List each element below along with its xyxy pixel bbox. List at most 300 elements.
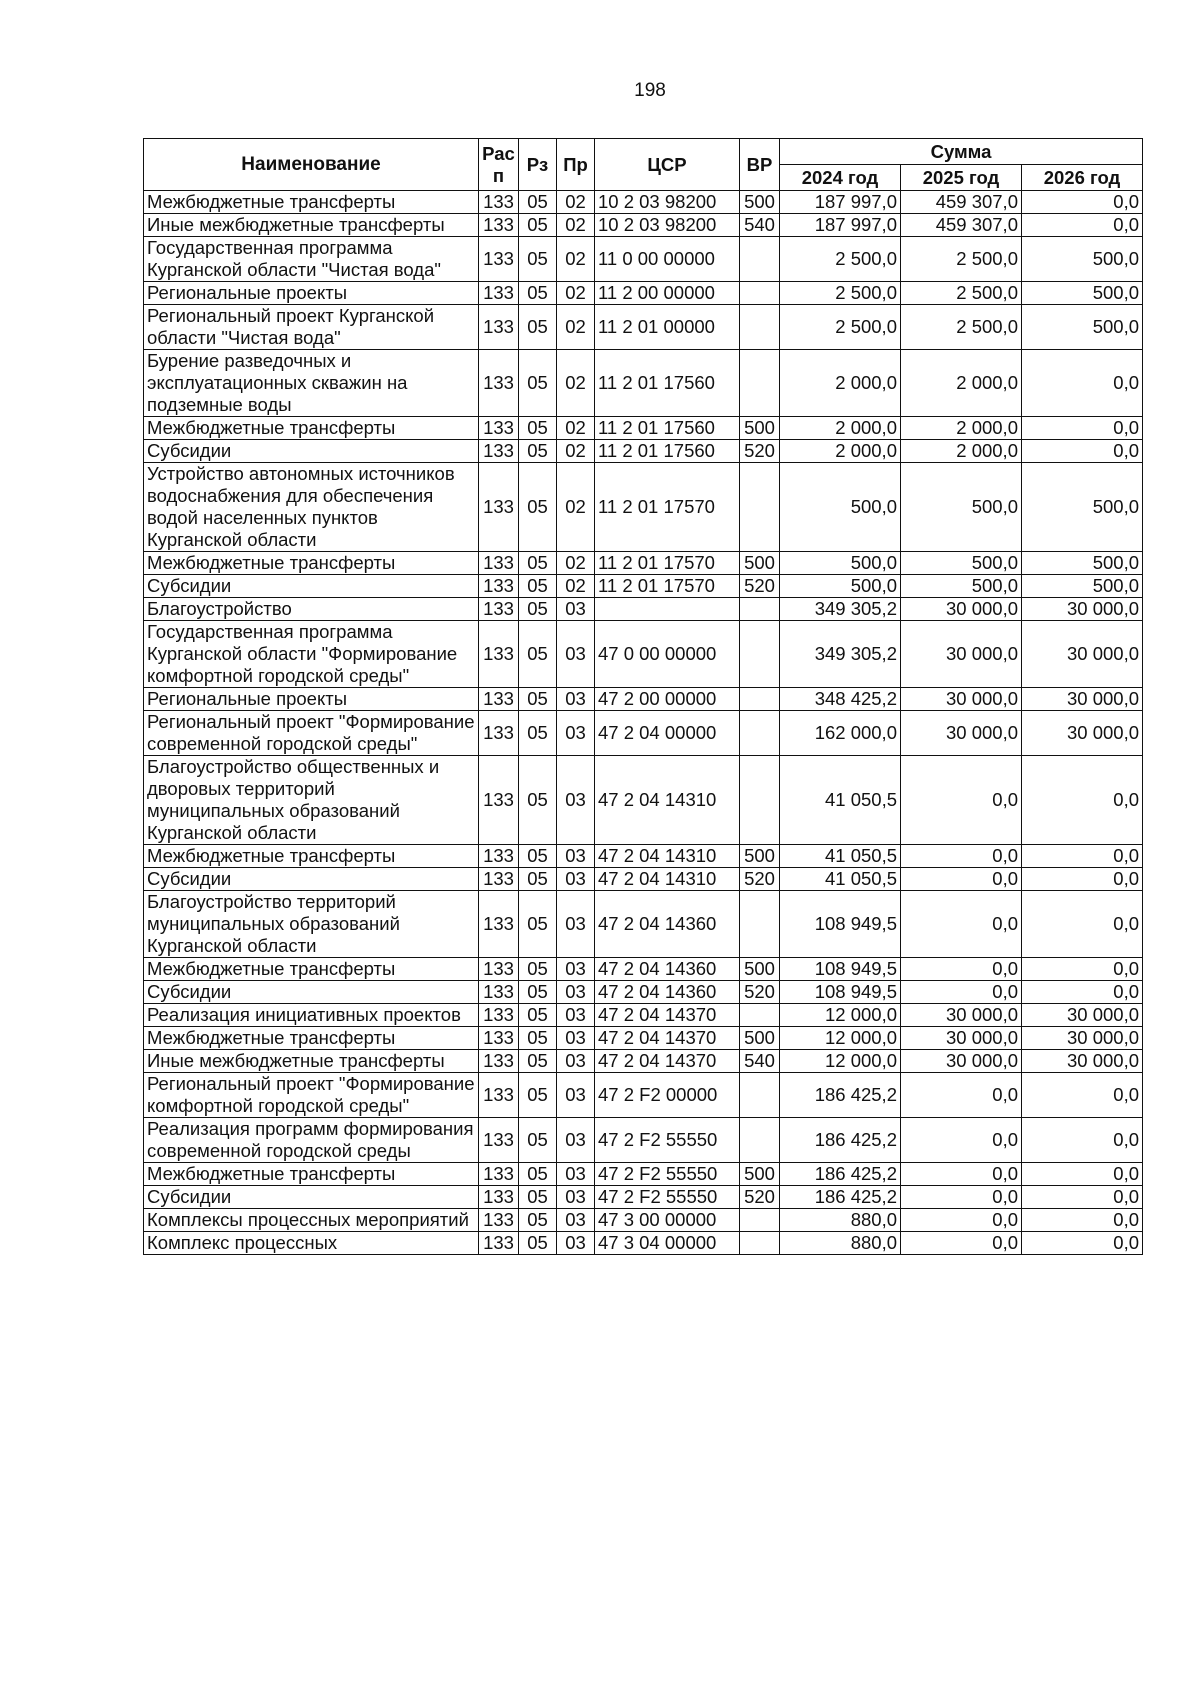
cell-name: Межбюджетные трансферты bbox=[144, 845, 479, 868]
cell-name: Комплекс процессных bbox=[144, 1232, 479, 1255]
cell-pr: 03 bbox=[557, 598, 595, 621]
cell-csr: 11 0 00 00000 bbox=[595, 237, 740, 282]
cell-2025: 0,0 bbox=[901, 845, 1022, 868]
cell-2024: 2 500,0 bbox=[780, 305, 901, 350]
cell-rasp: 133 bbox=[479, 756, 519, 845]
cell-name: Региональный проект Курганской области "Чистая вода" bbox=[144, 305, 479, 350]
cell-2024: 880,0 bbox=[780, 1209, 901, 1232]
cell-vr bbox=[740, 1118, 780, 1163]
cell-rz: 05 bbox=[519, 1186, 557, 1209]
cell-pr: 03 bbox=[557, 1050, 595, 1073]
cell-2026: 30 000,0 bbox=[1022, 621, 1143, 688]
cell-2024: 186 425,2 bbox=[780, 1073, 901, 1118]
cell-2025: 2 000,0 bbox=[901, 440, 1022, 463]
cell-name: Региональные проекты bbox=[144, 282, 479, 305]
table-row bbox=[144, 598, 1143, 621]
cell-2026: 0,0 bbox=[1022, 868, 1143, 891]
cell-vr: 520 bbox=[740, 1186, 780, 1209]
cell-2025: 30 000,0 bbox=[901, 688, 1022, 711]
cell-rz: 05 bbox=[519, 350, 557, 417]
cell-2025: 2 000,0 bbox=[901, 350, 1022, 417]
budget-table bbox=[143, 138, 1143, 1255]
table-row bbox=[144, 214, 1143, 237]
cell-csr: 47 2 F2 55550 bbox=[595, 1163, 740, 1186]
cell-csr: 11 2 01 17560 bbox=[595, 440, 740, 463]
table-row bbox=[144, 868, 1143, 891]
cell-rz: 05 bbox=[519, 305, 557, 350]
cell-rasp: 133 bbox=[479, 575, 519, 598]
cell-rz: 05 bbox=[519, 1118, 557, 1163]
cell-2026: 0,0 bbox=[1022, 417, 1143, 440]
cell-2025: 2 500,0 bbox=[901, 305, 1022, 350]
cell-2024: 108 949,5 bbox=[780, 981, 901, 1004]
cell-2026: 0,0 bbox=[1022, 1073, 1143, 1118]
cell-pr: 03 bbox=[557, 1209, 595, 1232]
cell-rz: 05 bbox=[519, 1232, 557, 1255]
cell-pr: 02 bbox=[557, 417, 595, 440]
cell-2024: 349 305,2 bbox=[780, 598, 901, 621]
cell-pr: 02 bbox=[557, 282, 595, 305]
cell-name: Благоустройство общественных и дворовых территорий муниципальных образований Курганской области bbox=[144, 756, 479, 845]
cell-2024: 349 305,2 bbox=[780, 621, 901, 688]
cell-2025: 459 307,0 bbox=[901, 214, 1022, 237]
cell-2024: 880,0 bbox=[780, 1232, 901, 1255]
cell-pr: 03 bbox=[557, 688, 595, 711]
cell-2025: 0,0 bbox=[901, 756, 1022, 845]
cell-2026: 30 000,0 bbox=[1022, 1027, 1143, 1050]
cell-csr: 10 2 03 98200 bbox=[595, 191, 740, 214]
table-row bbox=[144, 981, 1143, 1004]
cell-rz: 05 bbox=[519, 282, 557, 305]
cell-pr: 02 bbox=[557, 191, 595, 214]
table-row bbox=[144, 1004, 1143, 1027]
table-row bbox=[144, 191, 1143, 214]
cell-2025: 2 000,0 bbox=[901, 417, 1022, 440]
cell-rz: 05 bbox=[519, 845, 557, 868]
cell-csr: 11 2 01 17570 bbox=[595, 552, 740, 575]
cell-vr bbox=[740, 688, 780, 711]
cell-2024: 500,0 bbox=[780, 463, 901, 552]
table-row bbox=[144, 1163, 1143, 1186]
cell-2026: 0,0 bbox=[1022, 440, 1143, 463]
cell-rasp: 133 bbox=[479, 237, 519, 282]
table-row bbox=[144, 958, 1143, 981]
table-row bbox=[144, 891, 1143, 958]
cell-pr: 02 bbox=[557, 552, 595, 575]
cell-pr: 03 bbox=[557, 756, 595, 845]
cell-pr: 03 bbox=[557, 621, 595, 688]
header-sum: Сумма bbox=[780, 139, 1143, 165]
cell-pr: 03 bbox=[557, 891, 595, 958]
cell-rasp: 133 bbox=[479, 891, 519, 958]
cell-2026: 0,0 bbox=[1022, 845, 1143, 868]
table-row bbox=[144, 463, 1143, 552]
cell-vr: 500 bbox=[740, 191, 780, 214]
table-header bbox=[144, 139, 1143, 191]
cell-rasp: 133 bbox=[479, 191, 519, 214]
cell-2024: 2 000,0 bbox=[780, 417, 901, 440]
cell-2025: 30 000,0 bbox=[901, 1027, 1022, 1050]
cell-rz: 05 bbox=[519, 868, 557, 891]
cell-rasp: 133 bbox=[479, 981, 519, 1004]
table-row bbox=[144, 282, 1143, 305]
cell-2025: 2 500,0 bbox=[901, 237, 1022, 282]
cell-2026: 0,0 bbox=[1022, 1118, 1143, 1163]
table-row bbox=[144, 440, 1143, 463]
cell-rz: 05 bbox=[519, 688, 557, 711]
header-year-2026: 2026 год bbox=[1022, 165, 1143, 191]
table-row bbox=[144, 845, 1143, 868]
cell-2025: 459 307,0 bbox=[901, 191, 1022, 214]
cell-rz: 05 bbox=[519, 598, 557, 621]
cell-name: Субсидии bbox=[144, 440, 479, 463]
table-row bbox=[144, 756, 1143, 845]
cell-rz: 05 bbox=[519, 1073, 557, 1118]
cell-pr: 02 bbox=[557, 463, 595, 552]
cell-2026: 0,0 bbox=[1022, 958, 1143, 981]
cell-2025: 500,0 bbox=[901, 552, 1022, 575]
cell-csr: 11 2 01 00000 bbox=[595, 305, 740, 350]
cell-2025: 30 000,0 bbox=[901, 1050, 1022, 1073]
cell-2025: 0,0 bbox=[901, 958, 1022, 981]
cell-name: Региональный проект "Формирование современной городской среды" bbox=[144, 711, 479, 756]
cell-2026: 30 000,0 bbox=[1022, 1050, 1143, 1073]
cell-rz: 05 bbox=[519, 191, 557, 214]
table-row bbox=[144, 1027, 1143, 1050]
cell-name: Реализация программ формирования современной городской среды bbox=[144, 1118, 479, 1163]
header-year-2025: 2025 год bbox=[901, 165, 1022, 191]
cell-rz: 05 bbox=[519, 440, 557, 463]
cell-rasp: 133 bbox=[479, 463, 519, 552]
cell-rz: 05 bbox=[519, 214, 557, 237]
cell-2025: 0,0 bbox=[901, 1209, 1022, 1232]
cell-csr: 47 2 04 14360 bbox=[595, 891, 740, 958]
cell-vr: 520 bbox=[740, 575, 780, 598]
cell-rz: 05 bbox=[519, 1209, 557, 1232]
cell-2025: 0,0 bbox=[901, 891, 1022, 958]
cell-vr bbox=[740, 1232, 780, 1255]
cell-name: Комплексы процессных мероприятий bbox=[144, 1209, 479, 1232]
cell-2026: 30 000,0 bbox=[1022, 598, 1143, 621]
cell-2024: 41 050,5 bbox=[780, 868, 901, 891]
cell-rasp: 133 bbox=[479, 845, 519, 868]
cell-pr: 03 bbox=[557, 981, 595, 1004]
cell-rasp: 133 bbox=[479, 1050, 519, 1073]
cell-2026: 0,0 bbox=[1022, 191, 1143, 214]
cell-2026: 0,0 bbox=[1022, 1186, 1143, 1209]
cell-csr: 11 2 01 17560 bbox=[595, 350, 740, 417]
cell-vr bbox=[740, 891, 780, 958]
cell-2025: 0,0 bbox=[901, 1073, 1022, 1118]
table-row bbox=[144, 350, 1143, 417]
cell-csr: 47 2 04 14370 bbox=[595, 1027, 740, 1050]
cell-vr: 500 bbox=[740, 417, 780, 440]
cell-2026: 0,0 bbox=[1022, 350, 1143, 417]
cell-rz: 05 bbox=[519, 891, 557, 958]
cell-2026: 0,0 bbox=[1022, 1163, 1143, 1186]
cell-2025: 30 000,0 bbox=[901, 1004, 1022, 1027]
cell-name: Субсидии bbox=[144, 575, 479, 598]
cell-2026: 0,0 bbox=[1022, 756, 1143, 845]
cell-2026: 30 000,0 bbox=[1022, 688, 1143, 711]
page-number: 198 bbox=[634, 80, 666, 101]
cell-rasp: 133 bbox=[479, 1027, 519, 1050]
cell-2024: 108 949,5 bbox=[780, 891, 901, 958]
cell-vr bbox=[740, 711, 780, 756]
cell-rasp: 133 bbox=[479, 305, 519, 350]
cell-2025: 30 000,0 bbox=[901, 621, 1022, 688]
cell-name: Межбюджетные трансферты bbox=[144, 552, 479, 575]
table-row bbox=[144, 575, 1143, 598]
cell-pr: 03 bbox=[557, 1118, 595, 1163]
cell-rz: 05 bbox=[519, 417, 557, 440]
cell-vr: 520 bbox=[740, 868, 780, 891]
cell-rz: 05 bbox=[519, 552, 557, 575]
cell-name: Региональный проект "Формирование комфортной городской среды" bbox=[144, 1073, 479, 1118]
cell-rasp: 133 bbox=[479, 958, 519, 981]
cell-2026: 500,0 bbox=[1022, 305, 1143, 350]
cell-csr: 47 2 04 14310 bbox=[595, 868, 740, 891]
cell-rasp: 133 bbox=[479, 1073, 519, 1118]
header-vr: ВР bbox=[740, 139, 780, 191]
table-row bbox=[144, 237, 1143, 282]
cell-csr: 47 2 F2 55550 bbox=[595, 1118, 740, 1163]
cell-csr: 11 2 01 17560 bbox=[595, 417, 740, 440]
cell-pr: 03 bbox=[557, 1163, 595, 1186]
cell-rasp: 133 bbox=[479, 417, 519, 440]
cell-2026: 0,0 bbox=[1022, 891, 1143, 958]
cell-name: Иные межбюджетные трансферты bbox=[144, 214, 479, 237]
cell-rz: 05 bbox=[519, 981, 557, 1004]
cell-rz: 05 bbox=[519, 958, 557, 981]
cell-vr bbox=[740, 305, 780, 350]
cell-pr: 03 bbox=[557, 1004, 595, 1027]
table-row bbox=[144, 688, 1143, 711]
cell-csr: 47 2 04 00000 bbox=[595, 711, 740, 756]
cell-2024: 2 500,0 bbox=[780, 237, 901, 282]
cell-2026: 0,0 bbox=[1022, 214, 1143, 237]
cell-pr: 03 bbox=[557, 958, 595, 981]
cell-csr: 11 2 00 00000 bbox=[595, 282, 740, 305]
cell-rasp: 133 bbox=[479, 1163, 519, 1186]
cell-pr: 03 bbox=[557, 1073, 595, 1118]
cell-2024: 186 425,2 bbox=[780, 1118, 901, 1163]
cell-2024: 12 000,0 bbox=[780, 1027, 901, 1050]
cell-vr: 500 bbox=[740, 552, 780, 575]
cell-vr bbox=[740, 756, 780, 845]
table-row bbox=[144, 1073, 1143, 1118]
cell-vr: 520 bbox=[740, 981, 780, 1004]
cell-rz: 05 bbox=[519, 1004, 557, 1027]
cell-2025: 0,0 bbox=[901, 868, 1022, 891]
cell-2024: 41 050,5 bbox=[780, 756, 901, 845]
cell-rasp: 133 bbox=[479, 688, 519, 711]
cell-name: Межбюджетные трансферты bbox=[144, 1163, 479, 1186]
cell-2026: 500,0 bbox=[1022, 552, 1143, 575]
cell-2024: 187 997,0 bbox=[780, 214, 901, 237]
cell-rasp: 133 bbox=[479, 868, 519, 891]
cell-pr: 03 bbox=[557, 711, 595, 756]
cell-rasp: 133 bbox=[479, 1118, 519, 1163]
cell-name: Благоустройство bbox=[144, 598, 479, 621]
cell-csr: 47 3 00 00000 bbox=[595, 1209, 740, 1232]
cell-csr: 47 2 04 14360 bbox=[595, 958, 740, 981]
header-name: Наименование bbox=[144, 139, 479, 191]
table-row bbox=[144, 417, 1143, 440]
cell-vr: 500 bbox=[740, 845, 780, 868]
cell-csr: 47 2 04 14360 bbox=[595, 981, 740, 1004]
cell-csr: 47 2 04 14370 bbox=[595, 1004, 740, 1027]
cell-rz: 05 bbox=[519, 711, 557, 756]
cell-2024: 187 997,0 bbox=[780, 191, 901, 214]
header-rz: Рз bbox=[519, 139, 557, 191]
cell-rasp: 133 bbox=[479, 282, 519, 305]
cell-name: Благоустройство территорий муниципальных образований Курганской области bbox=[144, 891, 479, 958]
cell-pr: 03 bbox=[557, 1027, 595, 1050]
cell-rz: 05 bbox=[519, 463, 557, 552]
cell-2025: 2 500,0 bbox=[901, 282, 1022, 305]
cell-vr: 500 bbox=[740, 1163, 780, 1186]
cell-pr: 02 bbox=[557, 350, 595, 417]
cell-rasp: 133 bbox=[479, 350, 519, 417]
cell-rz: 05 bbox=[519, 237, 557, 282]
cell-rasp: 133 bbox=[479, 1209, 519, 1232]
cell-rasp: 133 bbox=[479, 1232, 519, 1255]
cell-name: Бурение разведочных и эксплуатационных скважин на подземные воды bbox=[144, 350, 479, 417]
cell-csr: 47 2 04 14310 bbox=[595, 845, 740, 868]
cell-pr: 02 bbox=[557, 237, 595, 282]
cell-2026: 0,0 bbox=[1022, 1232, 1143, 1255]
cell-2025: 0,0 bbox=[901, 981, 1022, 1004]
table-row bbox=[144, 1232, 1143, 1255]
cell-rasp: 133 bbox=[479, 1004, 519, 1027]
cell-csr: 47 2 F2 00000 bbox=[595, 1073, 740, 1118]
cell-2025: 0,0 bbox=[901, 1186, 1022, 1209]
cell-2024: 108 949,5 bbox=[780, 958, 901, 981]
table-row bbox=[144, 711, 1143, 756]
cell-vr bbox=[740, 1004, 780, 1027]
table-row bbox=[144, 621, 1143, 688]
cell-rasp: 133 bbox=[479, 598, 519, 621]
cell-2024: 500,0 bbox=[780, 552, 901, 575]
cell-2024: 2 000,0 bbox=[780, 440, 901, 463]
cell-csr: 47 2 04 14310 bbox=[595, 756, 740, 845]
cell-csr: 47 2 04 14370 bbox=[595, 1050, 740, 1073]
cell-2024: 2 500,0 bbox=[780, 282, 901, 305]
cell-vr: 540 bbox=[740, 1050, 780, 1073]
cell-vr bbox=[740, 621, 780, 688]
cell-pr: 03 bbox=[557, 1186, 595, 1209]
cell-rz: 05 bbox=[519, 1027, 557, 1050]
cell-rasp: 133 bbox=[479, 621, 519, 688]
cell-rasp: 133 bbox=[479, 1186, 519, 1209]
cell-csr: 10 2 03 98200 bbox=[595, 214, 740, 237]
cell-name: Межбюджетные трансферты bbox=[144, 191, 479, 214]
cell-2025: 30 000,0 bbox=[901, 711, 1022, 756]
cell-vr bbox=[740, 282, 780, 305]
cell-2024: 500,0 bbox=[780, 575, 901, 598]
cell-csr: 47 3 04 00000 bbox=[595, 1232, 740, 1255]
header-csr: ЦСР bbox=[595, 139, 740, 191]
cell-2026: 500,0 bbox=[1022, 237, 1143, 282]
cell-2026: 500,0 bbox=[1022, 575, 1143, 598]
table-row bbox=[144, 1050, 1143, 1073]
cell-2025: 0,0 bbox=[901, 1163, 1022, 1186]
table-body bbox=[144, 191, 1143, 1255]
cell-2025: 30 000,0 bbox=[901, 598, 1022, 621]
header-rasp: Рас п bbox=[479, 139, 519, 191]
cell-2026: 0,0 bbox=[1022, 1209, 1143, 1232]
cell-pr: 03 bbox=[557, 1232, 595, 1255]
cell-name: Государственная программа Курганской области "Формирование комфортной городской среды" bbox=[144, 621, 479, 688]
cell-2026: 0,0 bbox=[1022, 981, 1143, 1004]
cell-rasp: 133 bbox=[479, 440, 519, 463]
cell-2024: 41 050,5 bbox=[780, 845, 901, 868]
cell-2024: 186 425,2 bbox=[780, 1163, 901, 1186]
cell-2025: 500,0 bbox=[901, 463, 1022, 552]
cell-csr: 47 2 F2 55550 bbox=[595, 1186, 740, 1209]
header-year-2024: 2024 год bbox=[780, 165, 901, 191]
cell-pr: 02 bbox=[557, 305, 595, 350]
cell-pr: 03 bbox=[557, 868, 595, 891]
cell-pr: 02 bbox=[557, 575, 595, 598]
cell-rz: 05 bbox=[519, 575, 557, 598]
cell-name: Межбюджетные трансферты bbox=[144, 1027, 479, 1050]
cell-rasp: 133 bbox=[479, 552, 519, 575]
cell-2026: 500,0 bbox=[1022, 282, 1143, 305]
cell-2024: 2 000,0 bbox=[780, 350, 901, 417]
table-row bbox=[144, 1118, 1143, 1163]
cell-csr: 47 0 00 00000 bbox=[595, 621, 740, 688]
cell-vr: 520 bbox=[740, 440, 780, 463]
cell-2024: 348 425,2 bbox=[780, 688, 901, 711]
cell-pr: 02 bbox=[557, 440, 595, 463]
cell-2024: 186 425,2 bbox=[780, 1186, 901, 1209]
cell-vr bbox=[740, 237, 780, 282]
cell-2025: 0,0 bbox=[901, 1118, 1022, 1163]
cell-csr: 47 2 00 00000 bbox=[595, 688, 740, 711]
cell-csr: 11 2 01 17570 bbox=[595, 575, 740, 598]
header-pr: Пр bbox=[557, 139, 595, 191]
cell-rz: 05 bbox=[519, 1050, 557, 1073]
table-row bbox=[144, 552, 1143, 575]
cell-2026: 500,0 bbox=[1022, 463, 1143, 552]
cell-name: Устройство автономных источников водоснабжения для обеспечения водой населенных пунктов Курганской области bbox=[144, 463, 479, 552]
cell-pr: 03 bbox=[557, 845, 595, 868]
cell-vr bbox=[740, 1073, 780, 1118]
cell-rasp: 133 bbox=[479, 711, 519, 756]
cell-name: Субсидии bbox=[144, 868, 479, 891]
cell-name: Реализация инициативных проектов bbox=[144, 1004, 479, 1027]
cell-vr bbox=[740, 463, 780, 552]
cell-name: Межбюджетные трансферты bbox=[144, 958, 479, 981]
cell-vr bbox=[740, 350, 780, 417]
cell-rz: 05 bbox=[519, 1163, 557, 1186]
cell-name: Субсидии bbox=[144, 981, 479, 1004]
cell-csr: 11 2 01 17570 bbox=[595, 463, 740, 552]
cell-vr bbox=[740, 1209, 780, 1232]
cell-csr bbox=[595, 598, 740, 621]
cell-pr: 02 bbox=[557, 214, 595, 237]
cell-rz: 05 bbox=[519, 621, 557, 688]
cell-rz: 05 bbox=[519, 756, 557, 845]
cell-name: Региональные проекты bbox=[144, 688, 479, 711]
cell-vr bbox=[740, 598, 780, 621]
cell-2024: 162 000,0 bbox=[780, 711, 901, 756]
cell-vr: 500 bbox=[740, 1027, 780, 1050]
cell-2025: 0,0 bbox=[901, 1232, 1022, 1255]
cell-name: Межбюджетные трансферты bbox=[144, 417, 479, 440]
